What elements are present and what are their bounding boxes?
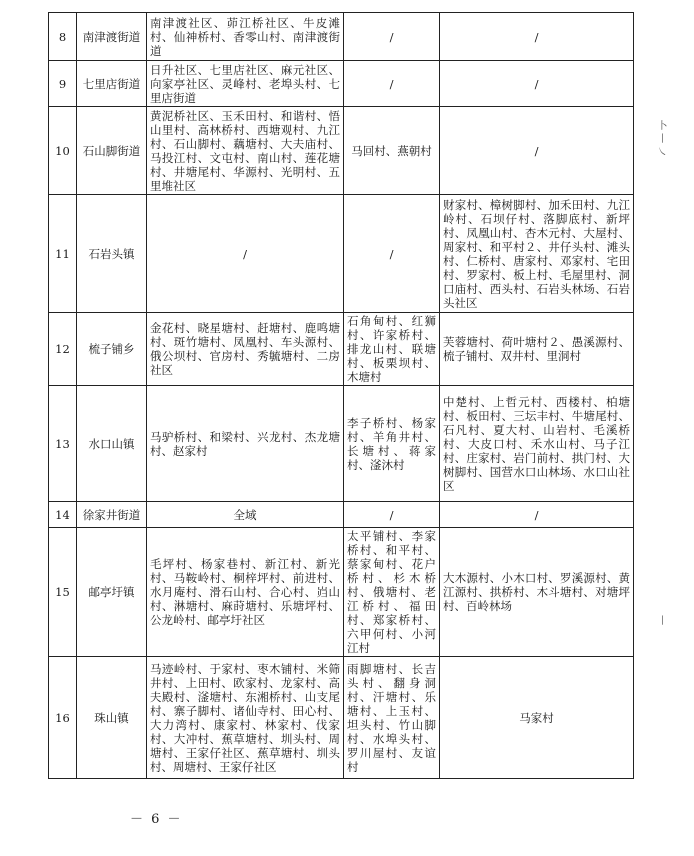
town-name: 珠山镇 (77, 657, 147, 779)
col3-list: / (440, 502, 634, 528)
table-row (49, 61, 634, 107)
town-name: 邮亭圩镇 (77, 528, 147, 657)
col1-list: 南津渡社区、茆江桥社区、牛皮滩村、仙神桥村、香零山村、南津渡街道 (147, 13, 344, 61)
col1-list: 金花村、晓星塘村、赶塘村、鹿鸣塘村、斑竹塘村、凤凰村、车头源村、俄公坝村、官房村、秀毓塘村、二房社区 (147, 313, 344, 386)
margin-mark: 丨 (655, 615, 666, 625)
row-number: 16 (49, 657, 77, 779)
col2-list: 马回村、燕朝村 (344, 107, 440, 195)
col3-list: / (440, 61, 634, 107)
table-row (49, 13, 634, 61)
col1-list: 毛坪村、杨家巷村、新江村、新光村、马鞍岭村、桐梓坪村、前进村、水月庵村、滑石山村、合心村、岿山村、淋塘村、麻莳塘村、乐塘坪村、公龙岭村、邮亭圩社区 (147, 528, 344, 657)
col3-list: 马家村 (440, 657, 634, 779)
table-row (49, 107, 634, 195)
col2-list: / (344, 195, 440, 313)
col2-list: 太平铺村、李家桥村、和平村、蔡家甸村、花户桥村、杉木桥村、俄塘村、老江桥村、福田村、郑家桥村、六甲何村、小河江村 (344, 528, 440, 657)
row-number: 11 (49, 195, 77, 313)
town-name: 南津渡街道 (77, 13, 147, 61)
row-number: 8 (49, 13, 77, 61)
row-number: 10 (49, 107, 77, 195)
col2-list: / (344, 13, 440, 61)
town-name: 水口山镇 (77, 386, 147, 502)
col2-list: 石角甸村、红狮村、许家桥村、排龙山村、联塘村、板栗坝村、木塘村 (344, 313, 440, 386)
col1-list: 马迹岭村、于家村、枣木铺村、米筛井村、上田村、欧家村、龙家村、高夫殿村、滏塘村、东湘桥村、山支尾村、寨子脚村、诸仙寺村、田心村、大力湾村、康家村、林家村、伐家村、大冲村、蕉草塘村、圳头村、周塘村、王家仔社区、蕉草塘村、圳头村、周塘村、王家仔社区 (147, 657, 344, 779)
col3-list: / (440, 107, 634, 195)
col1-list: 日升社区、七里店社区、麻元社区、向家亭社区、灵峰村、老埠头村、七里店街道 (147, 61, 344, 107)
town-name: 石山脚街道 (77, 107, 147, 195)
col3-list: 芙蓉塘村、荷叶塘村２、愚溪源村、梳子铺村、双井村、里洞村 (440, 313, 634, 386)
table-row (49, 386, 634, 502)
row-number: 13 (49, 386, 77, 502)
col2-list: / (344, 61, 440, 107)
row-number: 15 (49, 528, 77, 657)
table-row (49, 195, 634, 313)
row-number: 12 (49, 313, 77, 386)
town-name: 徐家井街道 (77, 502, 147, 528)
col2-list: 李子桥村、杨家村、羊角井村、长塘村、蒋家村、滏沐村 (344, 386, 440, 502)
col1-list: / (147, 195, 344, 313)
col3-list: / (440, 13, 634, 61)
row-number: 14 (49, 502, 77, 528)
page-number: － 6 － (130, 812, 183, 827)
col3-list: 大木源村、小木口村、罗溪源村、黄江源村、拱桥村、木斗塘村、对塘坪村、百岭林场 (440, 528, 634, 657)
district-table (48, 12, 634, 779)
margin-mark: 卜 丨 ㇏ (655, 120, 666, 157)
town-name: 石岩头镇 (77, 195, 147, 313)
table-row (49, 502, 634, 528)
col3-list: 中楚村、上哲元村、西楼村、柏塘村、板田村、三坛丰村、牛塘尾村、石凡村、夏大村、山岩村、毛溪桥村、大皮口村、禾水山村、马子江村、庄家村、岩门前村、拱门村、大树脚村、国营水口山林场、水口山社区 (440, 386, 634, 502)
table-row (49, 313, 634, 386)
col3-list: 财家村、樟树脚村、加禾田村、九江岭村、石坝仔村、落脚底村、新坪村、凤凰山村、杏木元村、大屋村、周家村、和平村２、井仔头村、滩头村、仁桥村、唐家村、邓家村、宅田村、罗家村、板上村、毛屋里村、洞口庙村、西头村、石岩头林场、石岩头社区 (440, 195, 634, 313)
table-row (49, 657, 634, 779)
town-name: 梳子铺乡 (77, 313, 147, 386)
col1-list: 黄泥桥社区、玉禾田村、和谐村、悟山里村、高林桥村、西塘观村、九江村、石山脚村、藕塘村、大夫庙村、马投江村、文屯村、南山村、莲花塘村、井塘尾村、华源村、光明村、五里堆社区 (147, 107, 344, 195)
row-number: 9 (49, 61, 77, 107)
town-name: 七里店街道 (77, 61, 147, 107)
col2-list: / (344, 502, 440, 528)
col2-list: 雨脚塘村、长吉头村、翻身洞村、汗塘村、乐塘村、上玉村、坦头村、竹山脚村、水埠头村、罗川屋村、友谊村 (344, 657, 440, 779)
table-row (49, 528, 634, 657)
col1-list: 全域 (147, 502, 344, 528)
col1-list: 马驴桥村、和梁村、兴龙村、杰龙塘村、赵家村 (147, 386, 344, 502)
